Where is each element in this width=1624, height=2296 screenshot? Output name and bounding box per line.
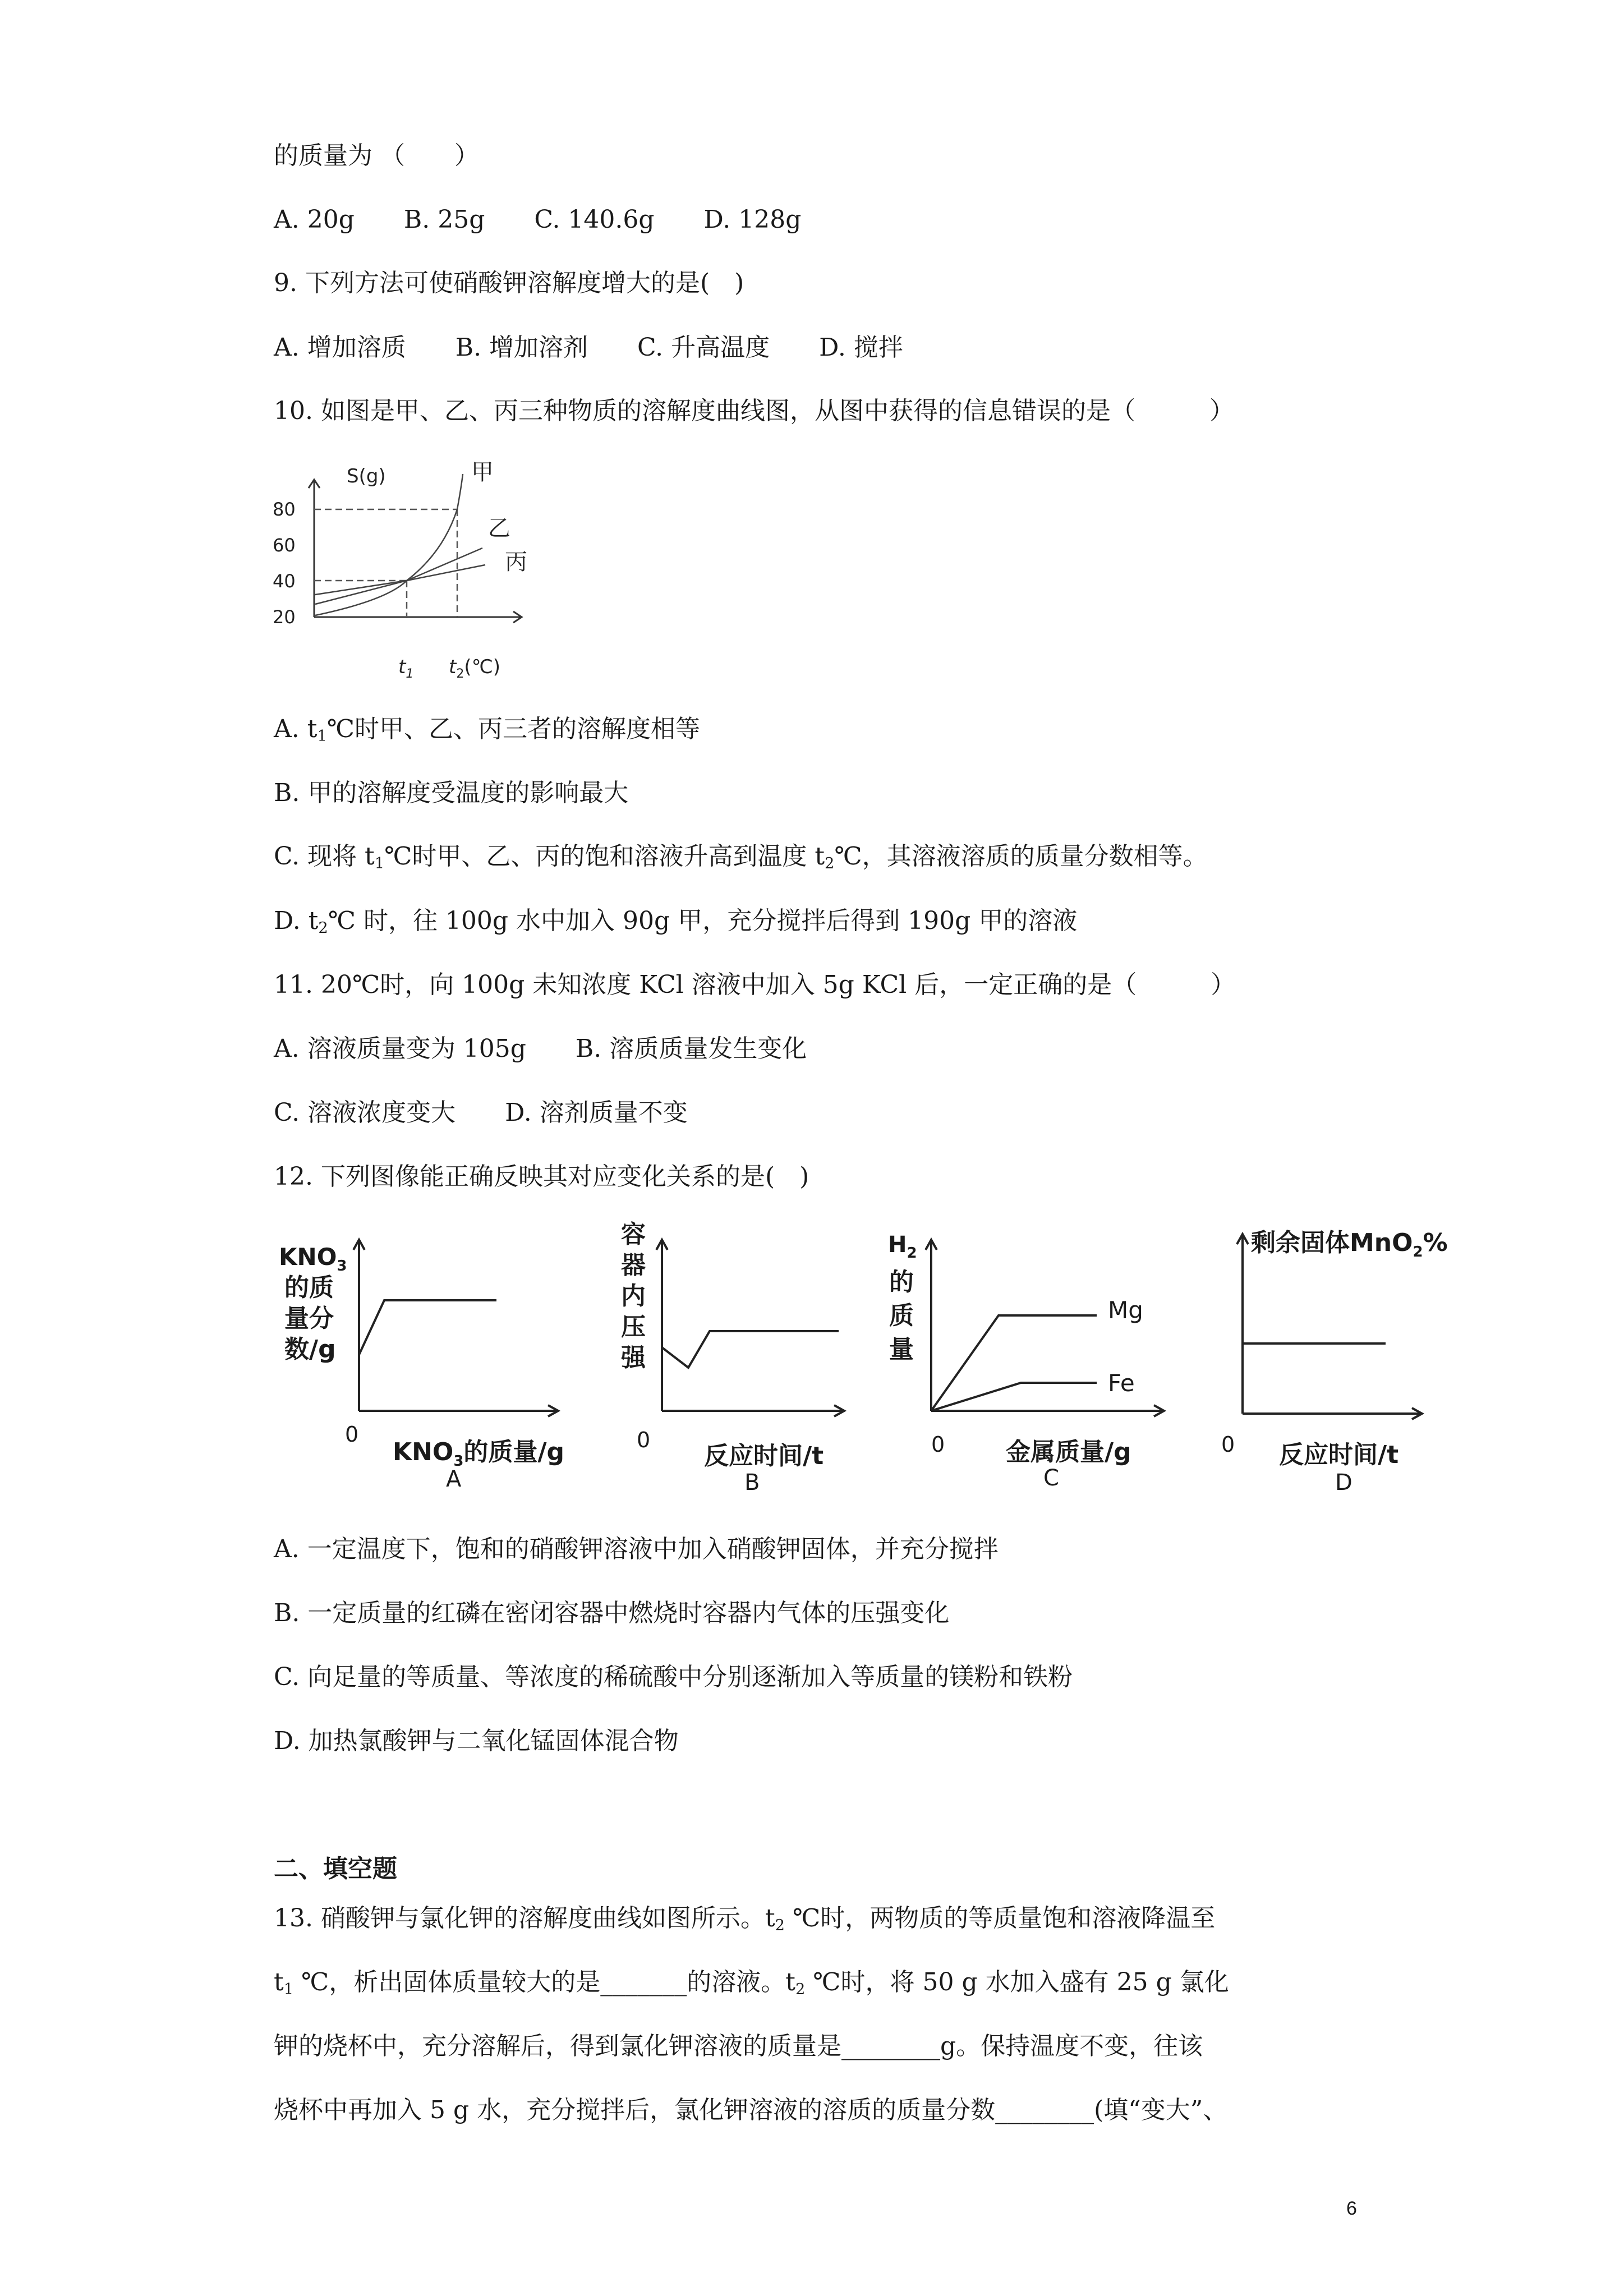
q8-stem-tail: 的质量为 （ ）: [274, 141, 479, 170]
graph-a-y-label-2: 的质: [284, 1273, 334, 1302]
q10-option-a: A. $t_1℃$时甲、乙、丙三者的溶解度相等: [274, 715, 701, 745]
graph-c-x-label: 金属质量/g: [1006, 1438, 1131, 1466]
graph-b-line: [662, 1331, 839, 1368]
graph-c-origin: 0: [931, 1432, 945, 1457]
x-tick-t1: $t_1$: [398, 656, 414, 681]
graph-b-y-label-3: 内: [621, 1282, 646, 1310]
graph-a-x-label: $KNO_3$的质量/g: [393, 1438, 564, 1470]
q13-line-4: 烧杯中再加入 5 g 水，充分搅拌后，氯化钾溶液的溶质的质量分数________(填“变大”、: [274, 2096, 1228, 2124]
y-tick-40: 40: [273, 570, 296, 592]
graph-b-y-label-4: 压: [621, 1313, 646, 1341]
curve-label-jia: 甲: [471, 459, 494, 485]
graph-b: [656, 1240, 844, 1416]
q12-option-b: B. 一定质量的红磷在密闭容器中燃烧时容器内气体的压强变化: [274, 1599, 950, 1627]
graph-a-origin: 0: [345, 1422, 359, 1447]
curve-jia: [315, 474, 463, 615]
graph-c-line-fe: [931, 1383, 1097, 1411]
graph-a-caption: A: [446, 1466, 462, 1492]
graph-c-y-label-4: 量: [889, 1335, 914, 1364]
graph-c-caption: C: [1043, 1465, 1059, 1491]
y-tick-60: 60: [273, 535, 296, 556]
curve-label-yi: 乙: [488, 516, 510, 541]
graph-c-y-label-3: 质: [889, 1301, 914, 1330]
graph-a: [353, 1240, 558, 1416]
q8-options: A. 20g B. 25g C. 140.6g D. 128g: [274, 205, 802, 234]
q12-option-d: D. 加热氯酸钾与二氧化锰固体混合物: [274, 1727, 679, 1755]
q10-option-d: D. $t_2℃$ 时，往 100g 水中加入 90g 甲，充分搅拌后得到 190g 甲的溶液: [274, 907, 1078, 937]
q11-options-cd: C. 溶液浓度变大 D. 溶剂质量不变: [274, 1098, 688, 1127]
graph-c-label-mg: Mg: [1108, 1296, 1143, 1324]
solubility-curve-figure: [264, 457, 578, 690]
y-tick-80: 80: [273, 499, 296, 520]
q10-option-c: C. 现将 $t_1℃$时甲、乙、丙的饱和溶液升高到温度 $t_2℃$，其溶液溶质的质量分数相等。: [274, 842, 1208, 872]
graph-d-y-label: 剩余固体MnO$_2$%: [1251, 1228, 1448, 1260]
q13-line-1: 13. 硝酸钾与氯化钾的溶解度曲线如图所示。$t_2$ ℃时，两物质的等质量饱和溶液降温至: [274, 1904, 1216, 1934]
curve-label-bing: 丙: [505, 549, 527, 575]
graph-b-x-label: 反应时间/t: [704, 1442, 824, 1470]
graph-d-x-label: 反应时间/t: [1279, 1441, 1399, 1469]
page-number: 6: [1346, 2198, 1357, 2219]
q9-options: A. 增加溶质 B. 增加溶剂 C. 升高温度 D. 搅拌: [274, 333, 903, 362]
graph-c-line-mg: [931, 1315, 1097, 1411]
graph-a-y-label-1: $KNO_3$: [279, 1243, 347, 1274]
q10-option-b: B. 甲的溶解度受温度的影响最大: [274, 779, 629, 807]
graph-d-caption: D: [1335, 1470, 1352, 1496]
graph-d: [1237, 1234, 1422, 1419]
curve-bing: [315, 565, 485, 595]
graph-b-y-label-1: 容: [621, 1220, 646, 1249]
graph-a-y-label-3: 量分: [284, 1304, 334, 1333]
graph-d-origin: 0: [1221, 1432, 1235, 1457]
four-graphs-figure: [266, 1217, 1517, 1498]
graph-b-caption: B: [744, 1470, 760, 1496]
graph-c-label-fe: Fe: [1108, 1369, 1135, 1397]
q10-stem: 10. 如图是甲、乙、丙三种物质的溶解度曲线图，从图中获得的信息错误的是（ ）: [274, 397, 1234, 425]
graph-b-origin: 0: [637, 1428, 651, 1452]
q11-options-ab: A. 溶液质量变为 105g B. 溶质质量发生变化: [274, 1034, 807, 1063]
graph-c-y-label-2: 的: [889, 1268, 914, 1296]
q12-stem: 12. 下列图像能正确反映其对应变化关系的是( ): [274, 1162, 809, 1191]
q12-option-a: A. 一定温度下，饱和的硝酸钾溶液中加入硝酸钾固体，并充分搅拌: [274, 1535, 999, 1563]
q9-stem: 9. 下列方法可使硝酸钾溶解度增大的是( ): [274, 269, 744, 297]
graph-c-y-label-1: $H_2$: [888, 1232, 917, 1262]
graph-a-y-label-4: 数/g: [284, 1335, 336, 1364]
q12-option-c: C. 向足量的等质量、等浓度的稀硫酸中分别逐渐加入等质量的镁粉和铁粉: [274, 1663, 1073, 1691]
section-heading-fill-in: 二、填空题: [274, 1855, 397, 1883]
x-tick-t2: $t_2(℃)$: [449, 656, 501, 681]
graph-b-y-label-2: 器: [621, 1251, 646, 1280]
y-axis-label: S(g): [347, 465, 386, 487]
graph-a-line: [359, 1300, 496, 1355]
q13-line-3: 钾的烧杯中，充分溶解后，得到氯化钾溶液的质量是________g。保持温度不变，往该: [274, 2032, 1203, 2060]
q11-stem: 11. 20℃时，向 100g 未知浓度 KCl 溶液中加入 5g KCl 后，一定正确的是（ ）: [274, 970, 1236, 999]
y-tick-20: 20: [273, 606, 296, 628]
graph-b-y-label-5: 强: [621, 1343, 646, 1372]
q13-line-2: $t_1$ ℃，析出固体质量较大的是_______的溶液。$t_2$ ℃时，将 50 g 水加入盛有 25 g 氯化: [274, 1968, 1229, 1998]
